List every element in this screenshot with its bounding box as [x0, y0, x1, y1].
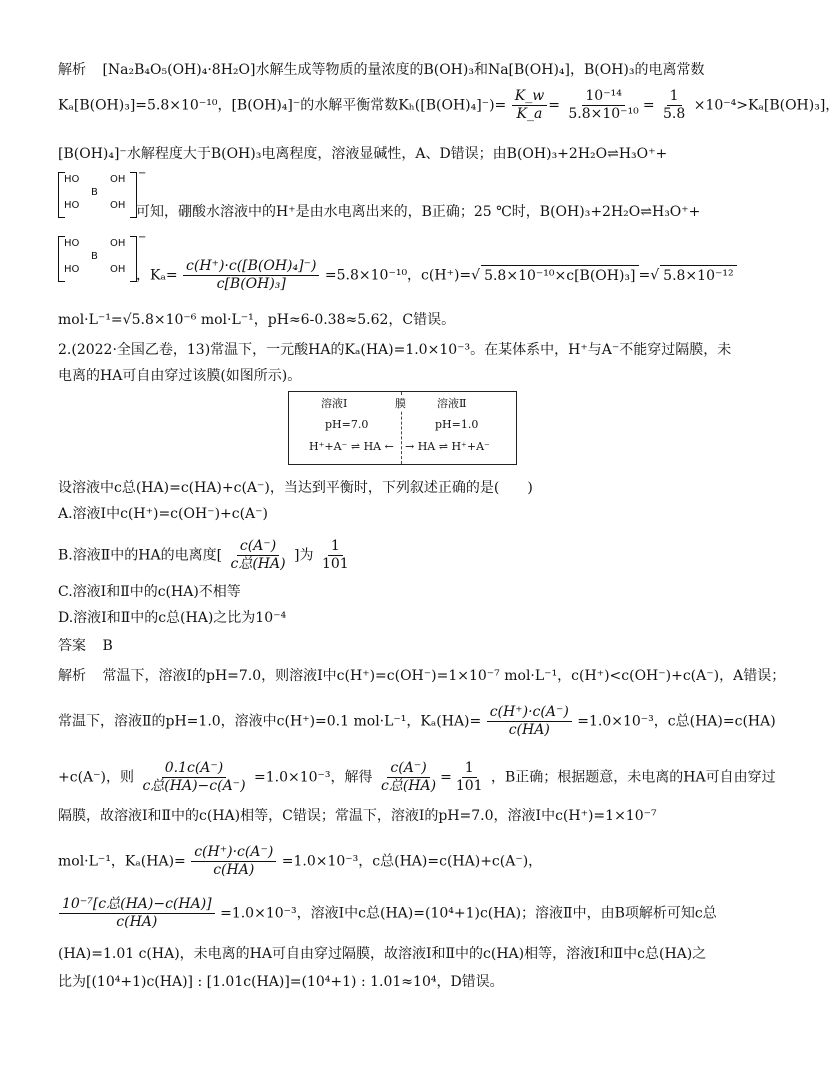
analysis-label: 解析: [58, 62, 86, 78]
analysis2-line-2: 常温下，溶液Ⅱ的pH=1.0，溶液中c(H⁺)=0.1 mol·L⁻¹，Kₐ(HA)= $\frac{c(H^+)\cdot c(A^-)}{c(HA)}$ =1.0×10⁻³，c总(HA)=c(HA): [58, 704, 776, 738]
solution-1-equilibrium: H⁺+A⁻ ⇌ HA ←: [309, 440, 394, 453]
membrane-diagram: [288, 391, 517, 465]
analysis2-line-5: mol·L⁻¹，Kₐ(HA)= $\frac{c(H^+)\cdot c(A^-)}{c(HA)}$ =1.0×10⁻³，c总(HA)=c(HA)+c(A⁻)，: [58, 844, 543, 878]
sqrt-expression-1: 5.8×10⁻¹⁰×c[B(OH)₃]: [481, 265, 638, 286]
analysis-line-2: Kₐ[B(OH)₃]=5.8×10⁻¹⁰，[B(OH)₄]⁻的水解平衡常数Kₕ([B(OH)₄]⁻)= $\frac{K\_w}{K\_a}$ = $\frac{\text{10⁻¹⁴}}{\text{5.8×10⁻¹⁰}}$ = $\frac{1}{5.8}$ ×10⁻⁴>Kₐ[B(OH)₃]，: [58, 88, 839, 122]
analysis2-line-7: (HA)=1.01 c(HA)，未电离的HA可自由穿过隔膜，故溶液Ⅰ和Ⅱ中的c(HA)相等，溶液Ⅰ和Ⅱ中c总(HA)之: [58, 946, 707, 962]
analysis2-line-8: 比为[(10⁴+1)c(HA)] : [1.01c(HA)]=(10⁴+1) : 1.01≈10⁴，D错误。: [58, 974, 504, 990]
answer-value: B: [102, 638, 113, 654]
analysis2-line-1: 解析 常温下，溶液Ⅰ的pH=7.0，则溶液Ⅰ中c(H⁺)=c(OH⁻)=1×10⁻⁷ mol·L⁻¹，c(H⁺)<c(OH⁻)+c(A⁻)，A错误；: [58, 668, 786, 684]
ionization-degree-fraction: $\frac{c(A^-)}{\text{c总(HA)}}$: [230, 538, 286, 572]
sqrt-expression-2: 5.8×10⁻¹²: [660, 265, 736, 286]
solution-1-label: 溶液Ⅰ: [321, 397, 348, 410]
total-ha-fraction: $\frac{\text{10⁻⁷[c总(HA)−c(HA)]}}{c(HA)}$: [59, 896, 215, 931]
kh-simplified-fraction: $\frac{1}{5.8}$: [663, 88, 686, 122]
solved-fraction: $\frac{c(A^-)}{\text{c总(HA)}}$: [381, 760, 437, 794]
option-b-value-fraction: $\frac{1}{101}$: [321, 538, 349, 572]
analysis2-line-6: $\frac{\text{10⁻⁷[c总(HA)−c(HA)]}}{c(HA)}$ =1.0×10⁻³，溶液Ⅰ中c总(HA)=(10⁴+1)c(HA)；溶液Ⅱ中，由B项解析可知c总: [58, 896, 717, 931]
ka-ha-fraction-2: $\frac{c(H^+)\cdot c(A^-)}{c(HA)}$: [191, 844, 276, 879]
option-d: D.溶液Ⅰ和Ⅱ中的c总(HA)之比为10⁻⁴: [58, 610, 287, 626]
kh-value-fraction: $\frac{\text{10⁻¹⁴}}{\text{5.8×10⁻¹⁰}}$: [568, 88, 639, 122]
solution-2-equilibrium: → HA ⇌ H⁺+A⁻: [405, 440, 490, 453]
solution-2-label: 溶液Ⅱ: [437, 397, 467, 410]
ratio-fraction: $\frac{0.1c(A^-)}{\text{c总(HA)−c(A⁻)}}$: [142, 760, 246, 794]
option-a: A.溶液Ⅰ中c(H⁺)=c(OH⁻)+c(A⁻): [58, 506, 269, 522]
option-b: B.溶液Ⅱ中的HA的电离度[ $\frac{c(A^-)}{\text{c总(HA)}}$ ]为 $\frac{1}{101}$: [58, 538, 353, 573]
analysis-line-3: [B(OH)₄]⁻水解程度大于B(OH)₃电离程度，溶液显碱性，A、D错误；由B(OH)₃+2H₂O⇌H₃O⁺+: [58, 146, 668, 162]
membrane-label: 膜: [395, 397, 406, 410]
kw-ka-fraction: $\frac{K\_w}{K\_a}$: [512, 88, 547, 123]
option-c: C.溶液Ⅰ和Ⅱ中的c(HA)不相等: [58, 584, 241, 600]
analysis-line-6: mol·L⁻¹=√5.8×10⁻⁶ mol·L⁻¹，pH≈6-0.38≈5.62，C错误。: [58, 312, 456, 328]
analysis2-line-4: 隔膜，故溶液Ⅰ和Ⅱ中的c(HA)相等，C错误；常温下，溶液Ⅰ的pH=7.0，溶液Ⅰ中c(H⁺)=1×10⁻⁷: [58, 808, 657, 824]
analysis-line-1: 解析 [Na₂B₄O₅(OH)₄·8H₂O]水解生成等物质的量浓度的B(OH)₃和Na[B(OH)₄]，B(OH)₃的电离常数: [58, 62, 705, 78]
question-stem-2: 电离的HA可自由穿过该膜(如图所示)。: [58, 368, 302, 384]
solution-2-ph: pH=1.0: [435, 418, 479, 431]
ka-ha-fraction: $\frac{c(H^+)\cdot c(A^-)}{c(HA)}$: [487, 704, 572, 739]
question-stem-3: 设溶液中c总(HA)=c(HA)+c(A⁻)，当达到平衡时，下列叙述正确的是( ): [58, 480, 533, 496]
answer-line: [58, 636, 113, 656]
solution-1-ph: pH=7.0: [325, 418, 369, 431]
question-stem-1: 2.(2022·全国乙卷，13)常温下，一元酸HA的Kₐ(HA)=1.0×10⁻³。在某体系中，H⁺与A⁻不能穿过隔膜，未: [58, 342, 732, 358]
analysis-line-5: ，Kₐ= $\frac{\text{c(H⁺)·c([B(OH)₄]⁻)}}{\text{c[B(OH)₃]}}$ =5.8×10⁻¹⁰，c(H⁺)=√ 5.8×10⁻¹⁰×c[B(OH)₃] =√ 5.8×10⁻¹²: [136, 258, 737, 293]
analysis-line-4: 可知，硼酸水溶液中的H⁺是由水电离出来的，B正确；25 ℃时，B(OH)₃+2H₂O⇌H₃O⁺+: [136, 204, 701, 220]
borate-structure-2: HO OH B HO OH −: [58, 236, 138, 280]
answer-label: 答案: [58, 638, 86, 654]
solved-value-fraction: $\frac{1}{101}$: [455, 760, 483, 794]
ka-borate-fraction: $\frac{\text{c(H⁺)·c([B(OH)₄]⁻)}}{\text{c[B(OH)₃]}}$: [183, 258, 319, 293]
borate-structure-1: HO OH B HO OH −: [58, 172, 138, 216]
analysis2-line-3: +c(A⁻)，则 $\frac{0.1c(A^-)}{\text{c总(HA)−c(A⁻)}}$ =1.0×10⁻³，解得 $\frac{c(A^-)}{\text{c总(HA)}}$ = $\frac{1}{101}$ ，B正确；根据题意，未电离的HA可自由穿过: [58, 760, 776, 794]
